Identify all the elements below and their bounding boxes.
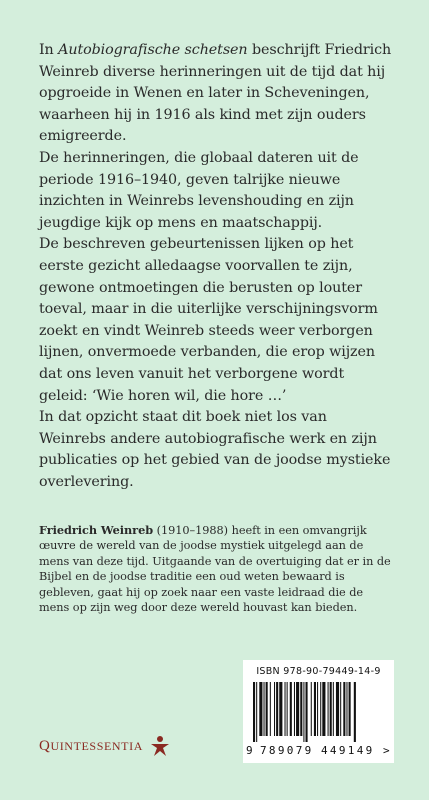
barcode-bar <box>256 682 257 742</box>
barcode-bar <box>349 682 351 736</box>
barcode-bar <box>290 682 292 736</box>
barcode-bar <box>322 682 325 736</box>
publisher-name-initial: Q <box>39 737 51 754</box>
barcode-bar <box>294 682 295 736</box>
paragraph-1 <box>39 40 394 148</box>
barcode-bar <box>264 682 265 736</box>
publisher-name <box>39 738 143 755</box>
barcode-bar <box>276 682 278 736</box>
barcode-bar <box>296 682 299 736</box>
paragraph-3: De beschreven gebeurtenissen lijken op het eerste gezicht alledaagse voorvallen te zijn, gewone ontmoetingen die berusten op louter toeval, maar in die uiterlijke verschijningsvorm zoekt en vindt Weinreb steeds weer verborgen lijnen, onvermoede verbanden, die erop wijzen dat ons leven vanuit het verborgene wordt geleid: ‘Wie horen wil, die hore …’ <box>39 236 378 404</box>
paragraph-1-prefix: In <box>39 42 59 58</box>
paragraph-1-body: beschrijft Friedrich Weinreb diverse herinneringen uit de tijd dat hij opgroeide in Wenen en later in Scheveningen, waarheen hij in 1916 als kind met zijn ouders emigreerde. <box>39 42 392 145</box>
barcode-bar <box>340 682 341 736</box>
barcode-bar <box>317 682 318 736</box>
publisher-name-rest: UINTESSENTIA <box>50 738 143 753</box>
barcode-bars <box>249 682 381 742</box>
barcode-bar <box>285 682 286 736</box>
barcode-bar <box>270 682 271 736</box>
barcode-bar <box>259 682 262 736</box>
book-title: Autobiografische schetsen <box>58 42 248 58</box>
barcode-bar <box>333 682 334 736</box>
barcode-bar <box>336 682 339 736</box>
barcode-digit-end: > <box>383 744 390 757</box>
barcode-bar <box>328 682 329 736</box>
star-figure-icon <box>149 735 171 757</box>
barcode-bar <box>266 682 268 736</box>
barcode-bar <box>306 682 308 742</box>
publisher-imprint <box>39 735 171 757</box>
isbn-label: ISBN 978-90-79449-14-9 <box>256 666 381 677</box>
barcode-bar <box>253 682 255 742</box>
author-bio-text: heeft in een omvangrijk œuvre de wereld van de joodse mystiek uitgelegd aan de mens van deze tijd. Uitgaande van de overtuiging dat er in de Bijbel en de joodse traditie een oud weten bewaard is gebleven, gaat hij op zoek naar een vaste leidraad die de mens op zijn weg door deze wereld houvast kan bieden. <box>39 524 391 615</box>
isbn-barcode <box>243 660 394 763</box>
barcode-bar <box>303 682 304 742</box>
barcode-bar <box>346 682 347 736</box>
barcode-digits-right: 449149 <box>321 744 375 757</box>
barcode-bar <box>314 682 316 736</box>
barcode-digit-lead: 9 <box>246 744 253 757</box>
author-years: (1910–1988) <box>153 524 229 537</box>
paragraph-2: De herinneringen, die globaal dateren uit de periode 1916–1940, geven talrijke nieuwe inzichten in Weinrebs levenshouding en zijn jeugdige kijk op mens en maatschappij. <box>39 149 359 231</box>
author-biography <box>39 523 394 615</box>
barcode-bar <box>279 682 282 736</box>
barcode-bar <box>274 682 275 736</box>
barcode-bar <box>320 682 321 736</box>
barcode-bar <box>343 682 345 736</box>
barcode-bar <box>354 682 356 742</box>
paragraph-4: In dat opzicht staat dit boek niet los van Weinrebs andere autobiografische werk en zijn publicaties op het gebied van de joodse mystieke overlevering. <box>39 409 391 490</box>
barcode-bar <box>311 682 312 736</box>
author-name: Friedrich Weinreb <box>39 523 154 537</box>
back-cover-description <box>39 40 394 493</box>
barcode-bar <box>287 682 288 736</box>
barcode-bar <box>300 682 302 736</box>
barcode-bar <box>330 682 332 736</box>
barcode-digits-left: 789079 <box>260 744 314 757</box>
